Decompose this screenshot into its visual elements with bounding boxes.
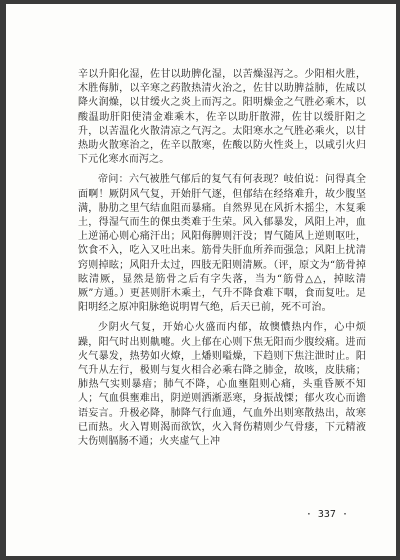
page-number: · 337 ·	[305, 509, 348, 520]
paragraph-2: 帝问：六气被胜气郁后的复气有何表现？岐伯说：问得真全面啊！厥阴风气复，开始肝气逐，但郁结在经络难升，故少腹坚满，胁肋之里气结血阻而暴痛。自然界见在风折木摇尘，木复乘土，得湿气而生的倮虫类难于生荣。风入郁暴发，风阳上冲，血上逆涌心则心痛汗出；风阳侮脾则汗没；胃气随风上逆则呕吐，饮食不入，吃入又吐出来。筋骨失肝血所养而强急；风阳上扰清窍则掉眩；风阳升太过，四肢无阳则清厥。（评，原文为“筋骨掉眩清厥，显然是筋骨之后有字失落，当为“筋骨△△，掉眩清厥”方通。）更甚则肝木乘土，气升不降食难下咽，食而复吐。足阳明经之原冲阳脉绝说明胃气绝，后天已前，死不可治。	[78, 174, 366, 314]
paragraph-3: 少阴火气复，开始心火盛而内郁，故懊憹热内作，心中烦躁，阳气时出则鼽嚏。火上郁在心则下焦无阳而少腹绞痛。进而火气暴发，热势如火燎，上燔则嗌燥，下趋则下焦注泄时止。阳气升从左行，极则与复火相合必乘右降之肺金，故咳，皮肤痛；肺热气实则暴瘖；肺气不降，心血壅阻则心痛，头重昏厥不知人；气血俱壅难出，阴逆则洒淅恶寒，身振战慄；郁火攻心而谵语妄言。升极必降，肺降气行血通，气血外出则寒散热出，故寒已而热。火入胃则渴而欲饮，火入肾伤精则少气骨痿，下元精液大伤则膈肠不通；火夹虚气上冲	[78, 322, 366, 448]
text-body	[78, 68, 366, 455]
paragraph-1: 辛以升阳化湿，佐甘以助脾化湿，以苦燥湿泻之。少阳相火胜，木胜侮肺，以辛寒之药散热清火治之，佐甘以助脾益肺，佐咸以降火润燥，以甘缓火之炎上而泻之。阳明燥金之气胜必乘木，以酸温助肝阳使清金难乘木，佐辛以助肝散滞，佐甘以缓肝阳之升，以苦温化火散清凉之气泻之。太阳寒水之气胜必乘火，以甘热助火散寒治之，佐辛以散寒，佐酸以防火性炎上，以咸引火归下元化寒水而泻之。	[78, 69, 366, 166]
